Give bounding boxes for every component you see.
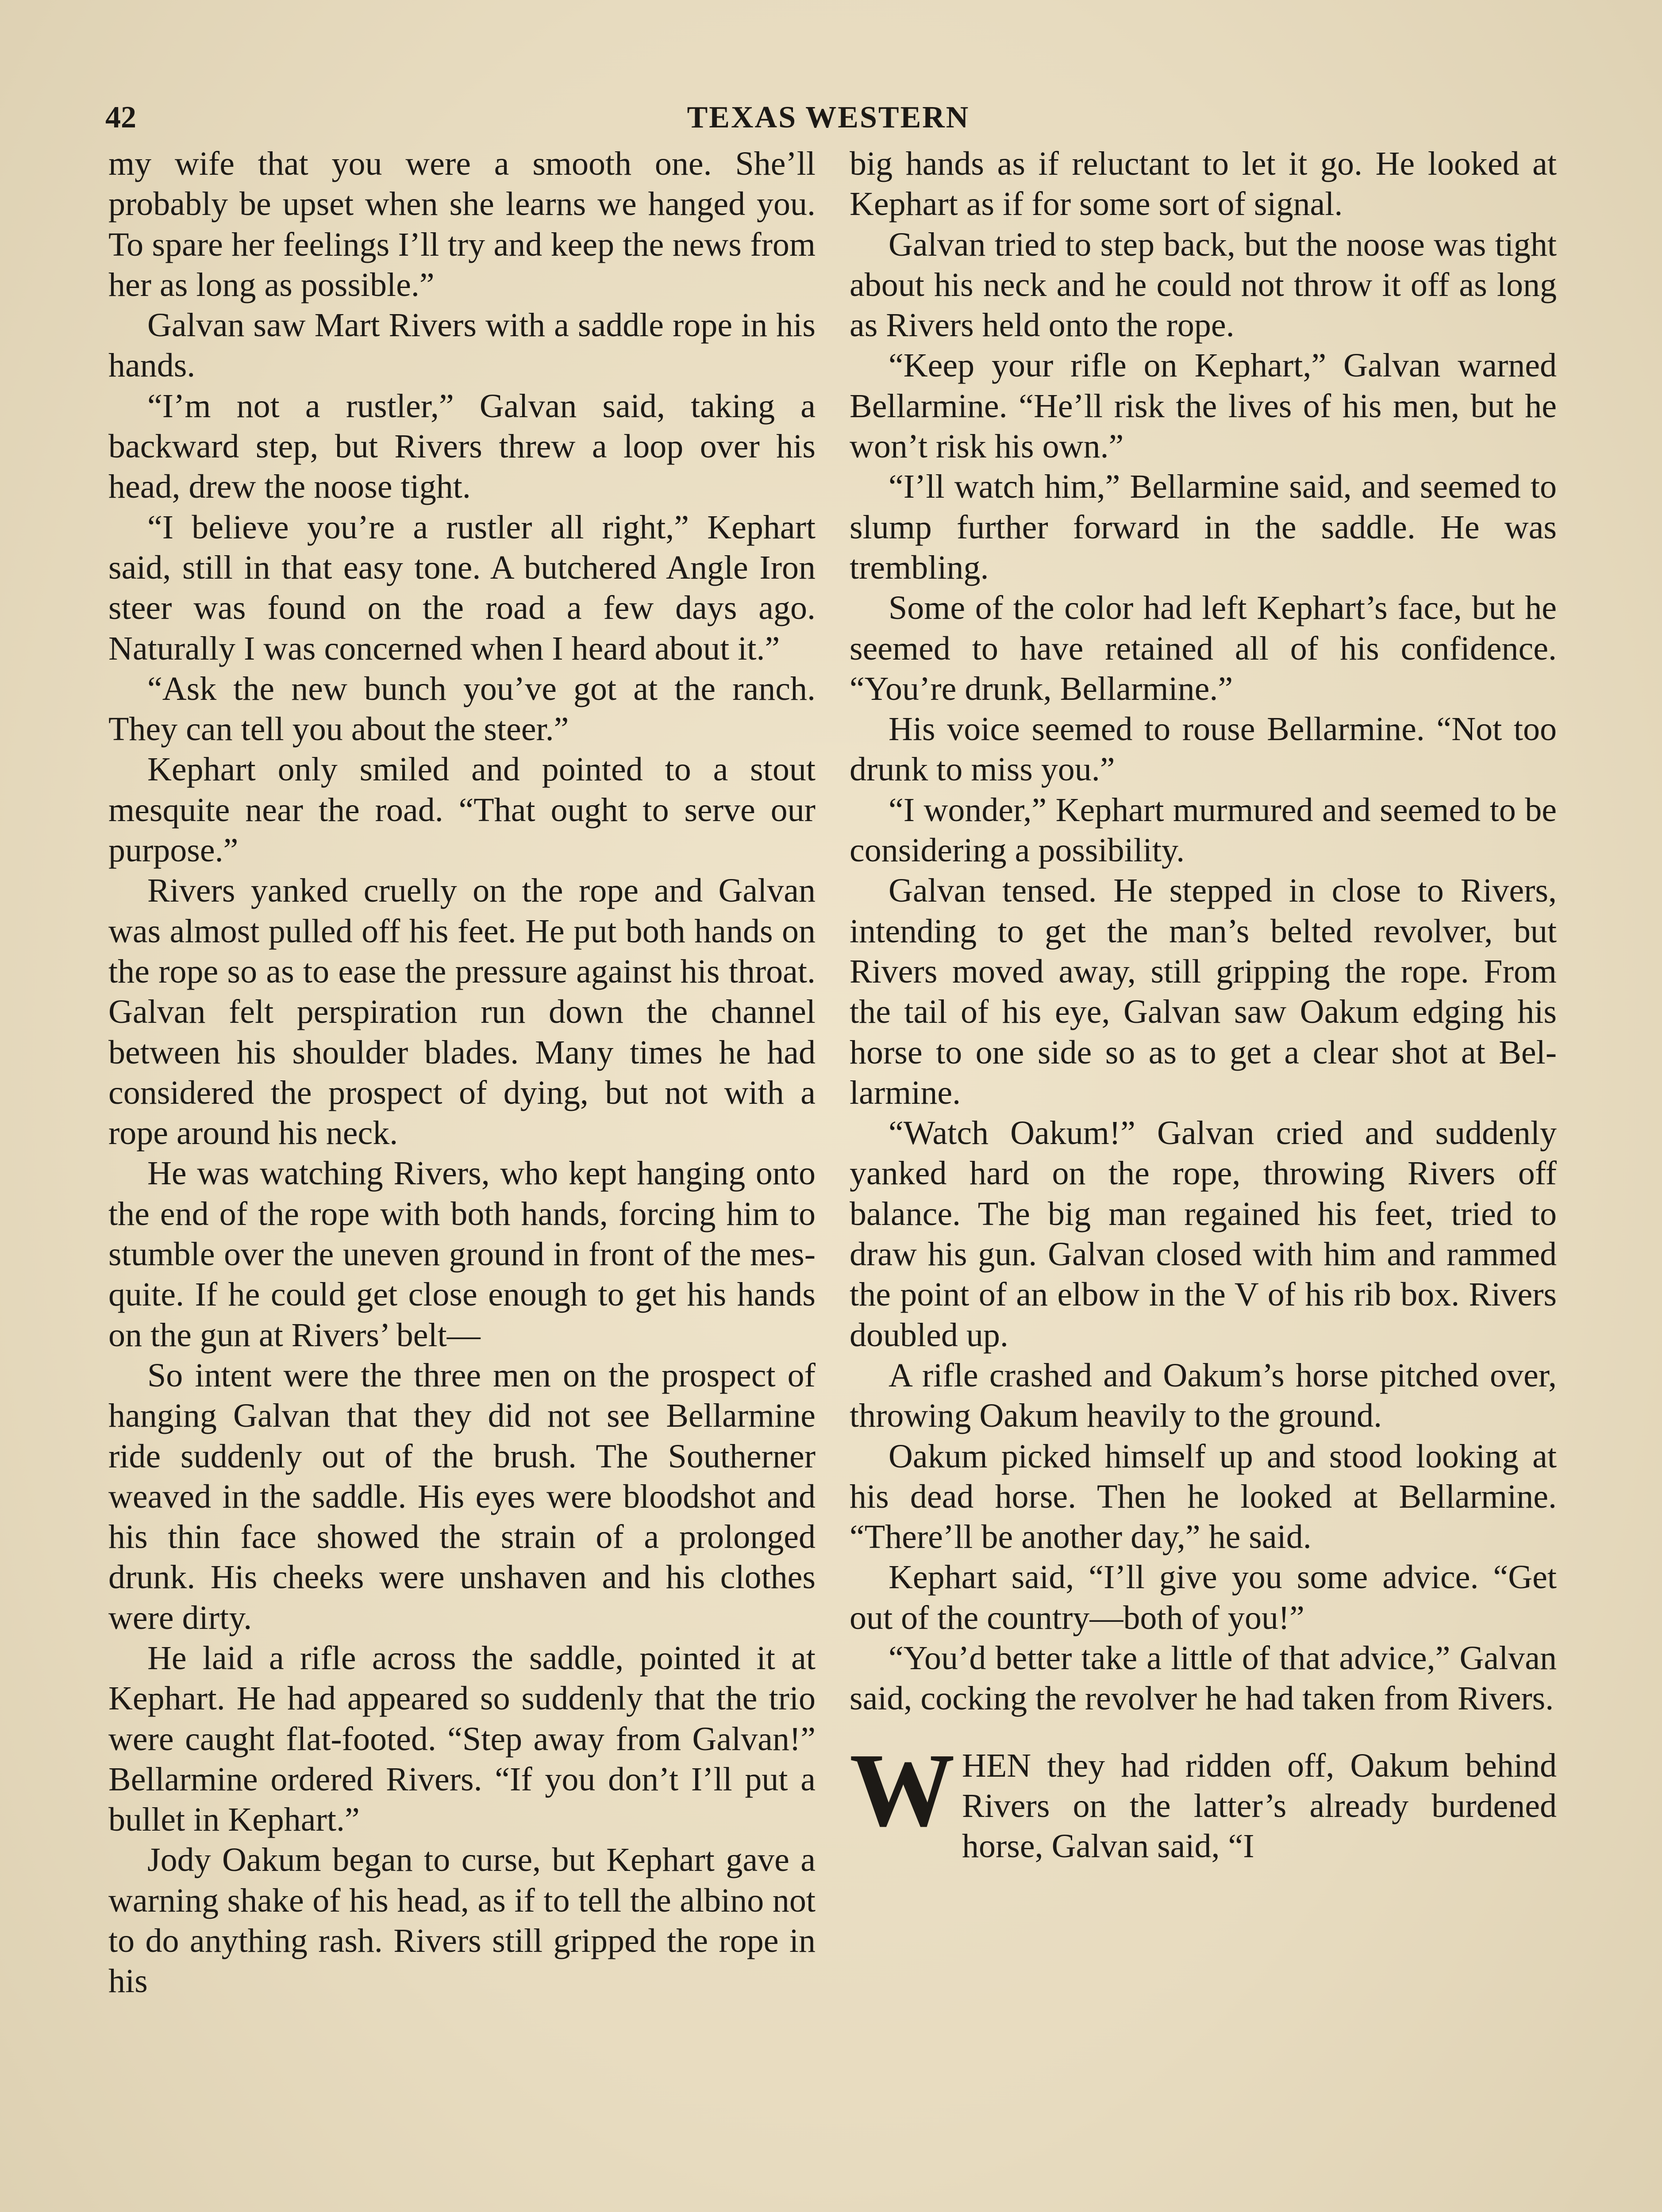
paragraph: He laid a rifle across the saddle, pointed it at Kephart. He had appeared so suddenly that the trio were caught flat-footed. “Step away from Galvan!” Bellarmine ordered Rivers. “If you don’t I’ll put a bullet in Kephart.”	[108, 1639, 816, 1839]
page-number: 42	[105, 100, 136, 134]
paragraph: Galvan tried to step back, but the noose was tight about his neck and he could not throw it off as long as Rivers held onto the rope.	[850, 226, 1557, 344]
paragraph: He was watching Rivers, who kept hanging onto the end of the rope with both hands, forcing him to stumble over the uneven ground in front of the mesquite. If he could get close enough to get his hands on the gun at Rivers’ belt—	[108, 1155, 816, 1354]
paragraph: big hands as if reluctant to let it go. He looked at Kephart as if for some sort of signal.	[850, 145, 1557, 223]
paragraph: “I wonder,” Kephart murmured and seemed to be considering a possibility.	[850, 791, 1557, 869]
paragraph: “You’d better take a little of that advice,” Galvan said, cocking the revolver he had taken from Rivers.	[850, 1639, 1557, 1717]
page-header	[105, 100, 1551, 140]
paragraph: “I’m not a rustler,” Galvan said, taking a backward step, but Rivers threw a loop over his head, drew the noose tight.	[108, 387, 816, 506]
paragraph: His voice seemed to rouse Bellarmine. “Not too drunk to miss you.”	[850, 710, 1557, 788]
left-column	[108, 144, 816, 2002]
paragraph: Galvan tensed. He stepped in close to Rivers, intending to get the man’s belted revolver, but Rivers moved away, still gripping the rope. From the tail of his eye, Galvan saw Oakum edging his horse to one side so as to get a clear shot at Bellarmine.	[850, 872, 1557, 1111]
drop-cap: W	[850, 1732, 955, 1848]
running-title: TEXAS WESTERN	[687, 100, 970, 134]
paragraph: “Watch Oakum!” Galvan cried and suddenly yanked hard on the rope, throwing Rivers off balance. The big man regained his feet, tried to draw his gun. Galvan closed with him and rammed the point of an elbow in the V of his rib box. Rivers doubled up.	[850, 1114, 1557, 1354]
paragraph: Some of the color had left Kephart’s face, but he seemed to have retained all of his confidence. “You’re drunk, Bellarmine.”	[850, 589, 1557, 707]
paragraph: Rivers yanked cruelly on the rope and Galvan was almost pulled off his feet. He put both hands on the rope so as to ease the pressure against his throat. Galvan felt perspiration run down the channel between his shoulder blades. Many times he had considered the prospect of dying, but not with a rope around his neck.	[108, 872, 816, 1152]
paragraph: Galvan saw Mart Rivers with a saddle rope in his hands.	[108, 307, 816, 384]
paragraph: Kephart said, “I’ll give you some advice. “Get out of the country—both of you!”	[850, 1559, 1557, 1636]
paragraph-text: HEN they had ridden off, Oakum behind Rivers on the latter’s already burdened horse, Galvan said, “I	[962, 1747, 1557, 1865]
paragraph: “I’ll watch him,” Bellarmine said, and seemed to slump further forward in the saddle. He was trembling.	[850, 468, 1557, 586]
paragraph: Oakum picked himself up and stood looking at his dead horse. Then he looked at Bellarmine. “There’ll be another day,” he said.	[850, 1437, 1557, 1556]
paragraph: “Keep your rifle on Kephart,” Galvan warned Bellarmine. “He’ll risk the lives of his men, but he won’t risk his own.”	[850, 347, 1557, 465]
paragraph: Jody Oakum began to curse, but Kephart gave a warning shake of his head, as if to tell the albino not to do anything rash. Rivers still gripped the rope in his	[108, 1841, 816, 2000]
paragraph: A rifle crashed and Oakum’s horse pitched over, throwing Oakum heavily to the ground.	[850, 1356, 1557, 1435]
paragraph: my wife that you were a smooth one. She’ll probably be upset when she learns we hanged you. To spare her feelings I’ll try and keep the news from her as long as possible.”	[108, 145, 816, 303]
paragraph: Kephart only smiled and pointed to a stout mesquite near the road. “That ought to serve our purpose.”	[108, 751, 816, 869]
paragraph: So intent were the three men on the prospect of hanging Galvan that they did not see Bellarmine ride suddenly out of the brush. The Southerner weaved in the saddle. His eyes were bloodshot and his thin face showed the strain of a prolonged drunk. His cheeks were unshaven and his clothes were dirty.	[108, 1356, 816, 1636]
section-opening-paragraph	[850, 1732, 1557, 1867]
paragraph: “Ask the new bunch you’ve got at the ranch. They can tell you about the steer.”	[108, 670, 816, 748]
right-column	[850, 144, 1557, 1866]
paragraph: “I believe you’re a rustler all right,” Kephart said, still in that easy tone. A butchered Angle Iron steer was found on the road a few days ago. Naturally I was concerned when I heard about it.”	[108, 508, 816, 667]
